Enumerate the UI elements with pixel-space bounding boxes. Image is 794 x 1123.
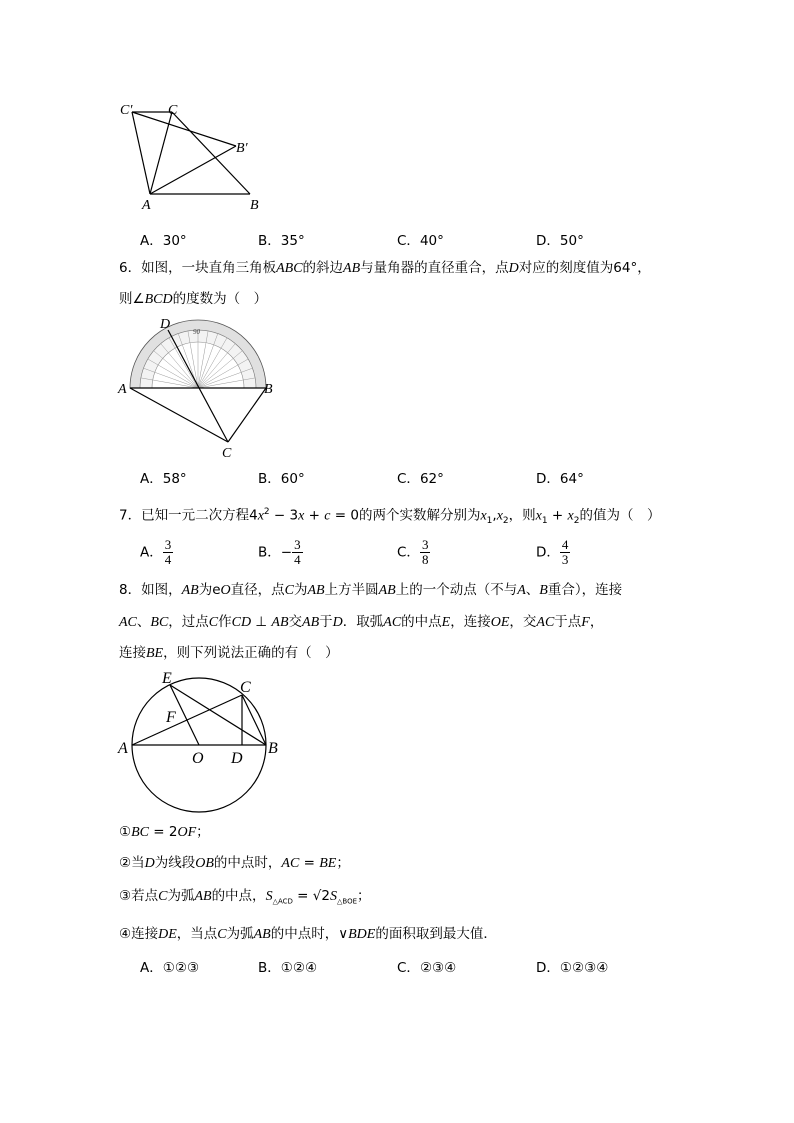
protractor-90-label: 90	[193, 328, 200, 336]
q6-label-b: B	[264, 382, 273, 397]
q8-option-a: A．①②③	[140, 960, 200, 976]
q6-figure	[112, 312, 282, 460]
q5-line-cprime-a	[132, 112, 150, 194]
q6-question-line2: 则∠BCD的度数为（ ）	[119, 291, 268, 307]
q5-option-a: A．30°	[140, 233, 187, 249]
q7-option-c: C． $\frac{3}{8}$	[397, 537, 429, 567]
q6-question-line1: 6．如图，一块直角三角板ABC的斜边AB与量角器的直径重合，点D对应的刻度值为64°，	[119, 260, 651, 276]
q5-label-bprime: B′	[236, 141, 248, 156]
q8-statement-3: ③若点C为弧AB的中点，$S_{\triangle ACD} = √2S_{\triangle BOE}$；	[119, 888, 371, 906]
q8-label-b: B	[268, 740, 278, 757]
q8-label-a: A	[118, 740, 128, 757]
q8-option-b: B．①②④	[258, 960, 318, 976]
q6-label-c: C	[222, 446, 232, 460]
protractor	[130, 320, 266, 388]
q5-option-d: D．50°	[536, 233, 584, 249]
q5-line-a-bprime	[150, 146, 236, 194]
q7-option-b: B．− $\frac{3}{4}$	[258, 537, 301, 567]
q8-statement-1: ①BC = 2OF；	[119, 824, 210, 840]
q5-label-cprime: C′	[120, 103, 133, 118]
q6-option-b: B．60°	[258, 471, 305, 487]
q6-option-a: A．58°	[140, 471, 187, 487]
q7-option-d: D． $\frac{4}{3}$	[536, 537, 569, 567]
q5-label-b: B	[250, 198, 259, 213]
q8-label-o: O	[192, 750, 204, 767]
q7-option-a: A． $\frac{3}{4}$	[140, 537, 172, 567]
q8-label-d: D	[231, 750, 243, 767]
q5-line-c-a	[150, 112, 172, 194]
q8-question-line1: 8．如图，AB为eO直径，点C为AB上方半圆AB上的一个动点（不与A、B重合），连接	[119, 582, 623, 598]
q6-label-a: A	[118, 382, 127, 397]
q7-question: 7．已知一元二次方程$4x^2 - 3x + c = 0$的两个实数解分别为$x_1,x_2$，则$x_1 + x_2$的值为（ ）	[119, 507, 661, 527]
q8-option-d: D．①②③④	[536, 960, 609, 976]
q5-figure	[112, 96, 272, 214]
q5-option-b: B．35°	[258, 233, 305, 249]
q6-label-d: D	[160, 317, 171, 332]
q5-line-cprime-bprime	[132, 112, 236, 146]
q8-label-f: F	[166, 709, 176, 726]
q8-figure	[112, 664, 294, 814]
q5-option-c: C．40°	[397, 233, 444, 249]
q8-label-c: C	[240, 679, 251, 696]
q6-option-d: D．64°	[536, 471, 584, 487]
q6-line-b-c	[228, 388, 266, 442]
q5-label-a: A	[142, 198, 151, 213]
q8-question-line2: AC、BC，过点C作CD ⊥ AB交AB于D．取弧AC的中点E，连接OE，交AC于点F，	[119, 614, 604, 630]
q6-option-c: C．62°	[397, 471, 444, 487]
q8-question-line3: 连接BE，则下列说法正确的有（ ）	[119, 645, 339, 661]
q8-option-c: C．②③④	[397, 960, 457, 976]
q8-statement-2: ②当D为线段OB的中点时，AC = BE；	[119, 855, 350, 871]
q8-label-e: E	[162, 670, 172, 687]
q8-statement-4: ④连接DE，当点C为弧AB的中点时，∨BDE的面积取到最大值．	[119, 926, 497, 942]
q5-label-c: C	[168, 103, 178, 118]
